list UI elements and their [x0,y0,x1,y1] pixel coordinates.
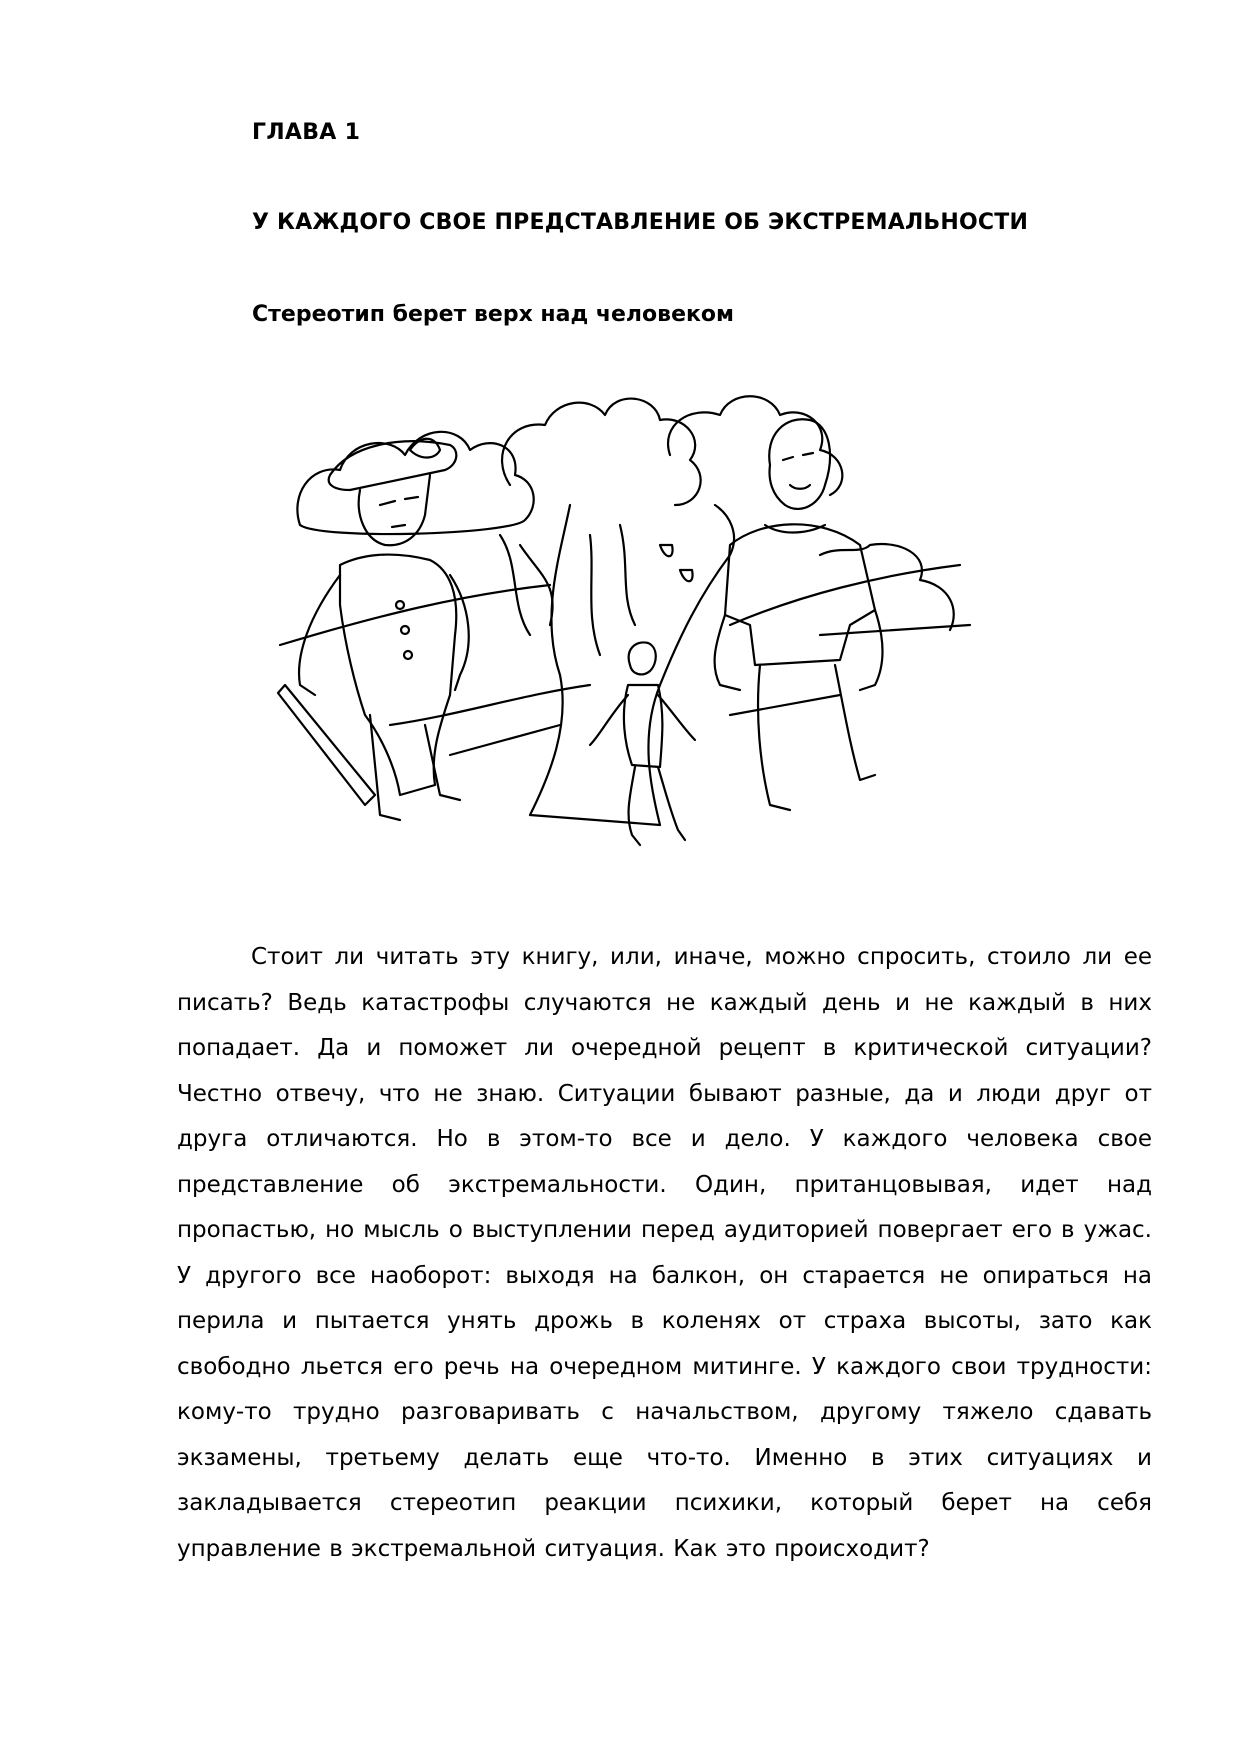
policeman-arm [299,575,340,695]
policeman-body [340,555,456,795]
strongman-figure [715,419,883,810]
tree-crack [590,535,600,655]
small-man-arm [658,695,695,740]
policeman-button [404,651,412,659]
policeman-cap [329,441,457,490]
ground-line [280,585,550,645]
strongman-arm [715,615,740,690]
small-man-figure [590,642,695,845]
strongman-shirt [725,524,875,665]
small-man-leg [629,767,640,845]
ground-line [730,695,840,715]
small-man-arm [590,695,628,745]
chapter-label: ГЛАВА 1 [252,120,361,145]
section-title: Стереотип берет верх над человеком [252,302,735,327]
body-paragraph: Стоит ли читать эту книгу, или, иначе, можно спросить, стоило ли ее писать? Ведь катастрофы случаются не каждый день и не каждый в них попадает. Да и поможет ли очередной рецепт в критической ситуации? Честно отвечу, что не знаю. Ситуации бывают разные, да и люди друг от друга отличаются. Но в этом-то все и дело. У каждого человека свое представление об экстремальности. Один, пританцовывая, идет над пропастью, но мысль о выступлении перед аудиторией повергает его в ужас. У другого все наоборот: выходя на балкон, он старается не опираться на перила и пытается унять дрожь в коленях от страха высоты, зато как свободно льется его речь на очередном митинге. У каждого свои трудности: кому-то трудно разговаривать с начальством, другому тяжело сдавать экзамены, третьему делать еще что-то. Именно в этих ситуациях и закладывается стереотип реакции психики, который берет на себя управление в экстремальной ситуация. Как это происходит? [177,944,1152,1562]
tree-crack [620,525,635,625]
tree-branch [500,535,530,635]
policeman-leg [425,725,460,800]
tree-branch [520,545,553,625]
policeman-figure [278,439,469,820]
strongman-mouth [790,485,810,489]
tree-drip [660,545,673,556]
strongman-eye [803,453,813,455]
strongman-eye [783,457,793,460]
small-man-head [629,642,656,674]
policeman-eye [405,497,418,499]
ground-line [730,565,960,625]
policeman-eye [380,501,395,505]
strongman-leg [758,665,790,810]
policeman-button [396,601,404,609]
policeman-button [401,626,409,634]
tree-trunk [530,505,734,825]
policeman-mouth [392,525,405,527]
ground-line [820,625,970,635]
chapter-title: У КАЖДОГО СВОЕ ПРЕДСТАВЛЕНИЕ ОБ ЭКСТРЕМАЛЬНОСТИ [252,210,1029,235]
chapter-illustration [260,395,990,925]
strongman-leg [835,665,875,780]
tree-drip [680,570,693,581]
bush-left [297,432,533,534]
strongman-arm [860,610,883,690]
ground-line [390,685,590,725]
small-man-leg [658,767,685,840]
ground-line [450,725,560,755]
